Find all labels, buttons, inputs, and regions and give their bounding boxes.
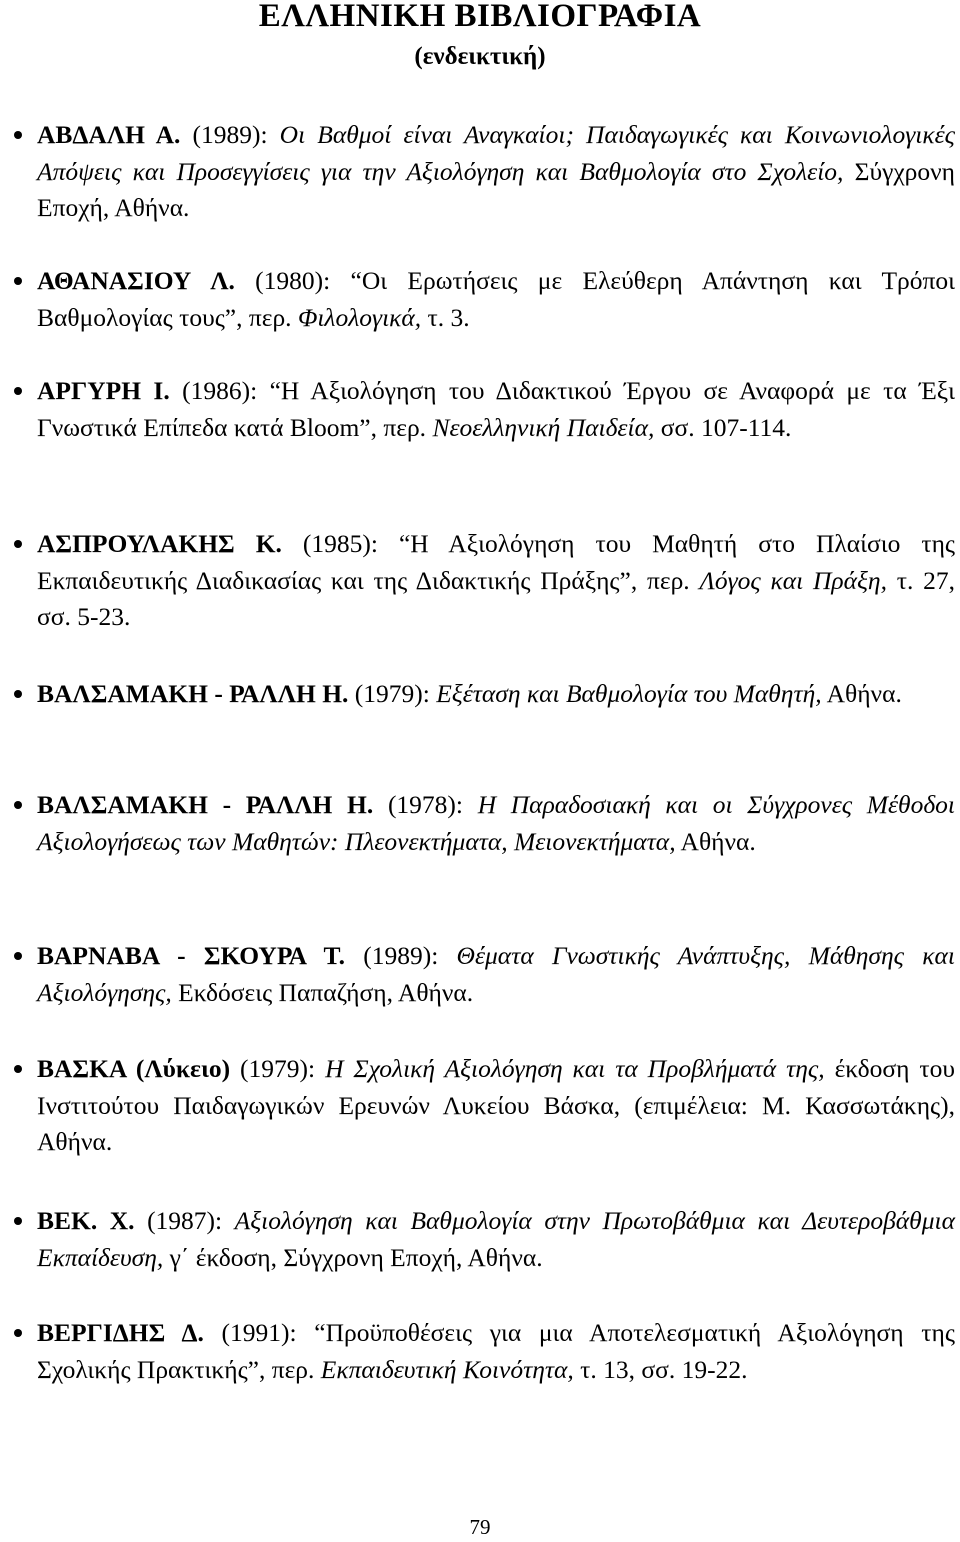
entry-publication: έκδοση του Ινστιτούτου Παιδαγωγικών Ερευνών Λυκείου Βάσκα, (επιμέλεια: Μ. Κασσωτάκης), Αθήνα.	[37, 1054, 956, 1156]
entry-author: ΒΑΛΣΑΜΑΚΗ - ΡΑΛΛΗ Η.	[37, 679, 349, 708]
bullet-icon	[14, 387, 22, 395]
entry-author: ΒΕΡΓΙΔΗΣ Δ.	[37, 1318, 204, 1347]
entry-title: Εξέταση και Βαθμολογία του Μαθητή,	[436, 679, 822, 708]
bullet-icon	[14, 1065, 22, 1073]
entry-publication: Αθήνα.	[675, 826, 756, 856]
bibliography-entry	[37, 1203, 955, 1276]
entry-author: ΒΑΣΚΑ (Λύκειο)	[37, 1054, 231, 1083]
bibliography-entry	[37, 1315, 955, 1388]
entry-author: ΑΣΠΡΟΥΛΑΚΗΣ Κ.	[37, 529, 282, 558]
entry-title: Η Παραδοσιακή και οι Σύγχρονες Μέθοδοι Αξιολογήσεως των Μαθητών: Πλεονεκτήματα, Μειονεκτήματα,	[37, 790, 956, 856]
entry-publication: τ. 3.	[421, 302, 470, 332]
bibliography-entry	[37, 676, 955, 713]
bullet-icon	[14, 131, 22, 139]
entry-title: Οι Βαθμοί είναι Αναγκαίοι; Παιδαγωγικές και Κοινωνιολογικές Απόψεις και Προσεγγίσεις για την Αξιολόγηση και Βαθμολογία στο Σχολείο,	[37, 120, 955, 186]
entry-year: (1979):	[230, 1054, 326, 1083]
bibliography-entry	[37, 373, 955, 446]
entry-year: (1978):	[373, 790, 478, 819]
entry-journal: Νεοελληνική Παιδεία,	[432, 412, 655, 442]
bibliography-entry	[37, 117, 955, 227]
bullet-icon	[14, 540, 22, 548]
entry-year: (1980):	[234, 266, 351, 295]
entry-author: ΑΡΓΥΡΗ Ι.	[37, 376, 170, 405]
entry-year: (1987):	[134, 1206, 235, 1235]
bullet-icon	[14, 690, 22, 698]
entry-title: Αξιολόγηση και Βαθμολογία στην Πρωτοβάθμια και Δευτεροβάθμια Εκπαίδευση,	[37, 1206, 955, 1272]
entry-journal: Εκπαιδευτική Κοινότητα,	[320, 1354, 574, 1384]
entry-publication: Αθήνα.	[821, 679, 902, 708]
entry-article-title: “Η Αξιολόγηση του Διδακτικού Έργου σε Αναφορά με τα Έξι Γνωστικά Επίπεδα κατά Bloom”, περ.	[37, 376, 955, 442]
bibliography-entry	[37, 263, 955, 336]
bibliography-entry	[37, 1051, 955, 1161]
entry-author: ΒΑΛΣΑΜΑΚΗ - ΡΑΛΛΗ Η.	[37, 790, 374, 819]
entry-author: ΒΕΚ. Χ.	[37, 1206, 135, 1235]
bullet-icon	[14, 1217, 22, 1225]
bullet-icon	[14, 277, 22, 285]
entry-year: (1989):	[180, 120, 280, 149]
entry-publication: Εκδόσεις Παπαζήση, Αθήνα.	[171, 977, 474, 1007]
page-title: ΕΛΛΗΝΙΚΗ ΒΙΒΛΙΟΓΡΑΦΙΑ	[258, 0, 702, 34]
entry-author: ΒΑΡΝΑΒΑ - ΣΚΟΥΡΑ Τ.	[37, 941, 345, 970]
bullet-icon	[14, 952, 22, 960]
page-number: 79	[469, 1515, 491, 1539]
entry-author: ΑΒΔΑΛΗ Α.	[37, 120, 181, 149]
bibliography-entry	[37, 526, 955, 636]
entry-title: Θέματα Γνωστικής Ανάπτυξης, Μάθησης και Αξιολόγησης,	[37, 941, 955, 1007]
entry-journal: Φιλολογικά,	[297, 302, 422, 332]
entry-author: ΑΘΑΝΑΣΙΟΥ Λ.	[37, 266, 235, 295]
entry-journal: Λόγος και Πράξη,	[699, 565, 887, 595]
bibliography-entry	[37, 938, 955, 1011]
bibliography-entry	[37, 787, 955, 860]
entry-year: (1979):	[348, 679, 437, 708]
entry-article-title: “Η Αξιολόγηση του Μαθητή στο Πλαίσιο της Εκπαιδευτικής Διαδικασίας και της Διδακτικής Πράξης”, περ.	[37, 529, 956, 595]
entry-publication: τ. 27, σσ. 5-23.	[37, 565, 955, 631]
entry-year: (1991):	[203, 1318, 315, 1347]
entry-year: (1985):	[281, 529, 399, 558]
bullet-icon	[14, 1329, 22, 1337]
page-subtitle: (ενδεικτική)	[414, 43, 546, 70]
entry-article-title: “Οι Ερωτήσεις με Ελεύθερη Απάντηση και Τρόποι Βαθμολογίας τους”, περ.	[37, 266, 955, 332]
entry-year: (1989):	[344, 941, 457, 970]
bullet-icon	[14, 801, 22, 809]
entry-publication: γ΄ έκδοση, Σύγχρονη Εποχή, Αθήνα.	[163, 1242, 543, 1272]
entry-publication: τ. 13, σσ. 19-22.	[573, 1354, 748, 1384]
entry-year: (1986):	[169, 376, 270, 405]
entry-publication: σσ. 107-114.	[654, 412, 792, 442]
entry-title: Η Σχολική Αξιολόγηση και τα Προβλήματά της,	[325, 1054, 825, 1083]
entry-publication: Σύγχρονη Εποχή, Αθήνα.	[37, 156, 955, 222]
entry-article-title: “Προϋποθέσεις για μια Αποτελεσματική Αξιολόγηση της Σχολικής Πρακτικής”, περ.	[37, 1318, 955, 1384]
